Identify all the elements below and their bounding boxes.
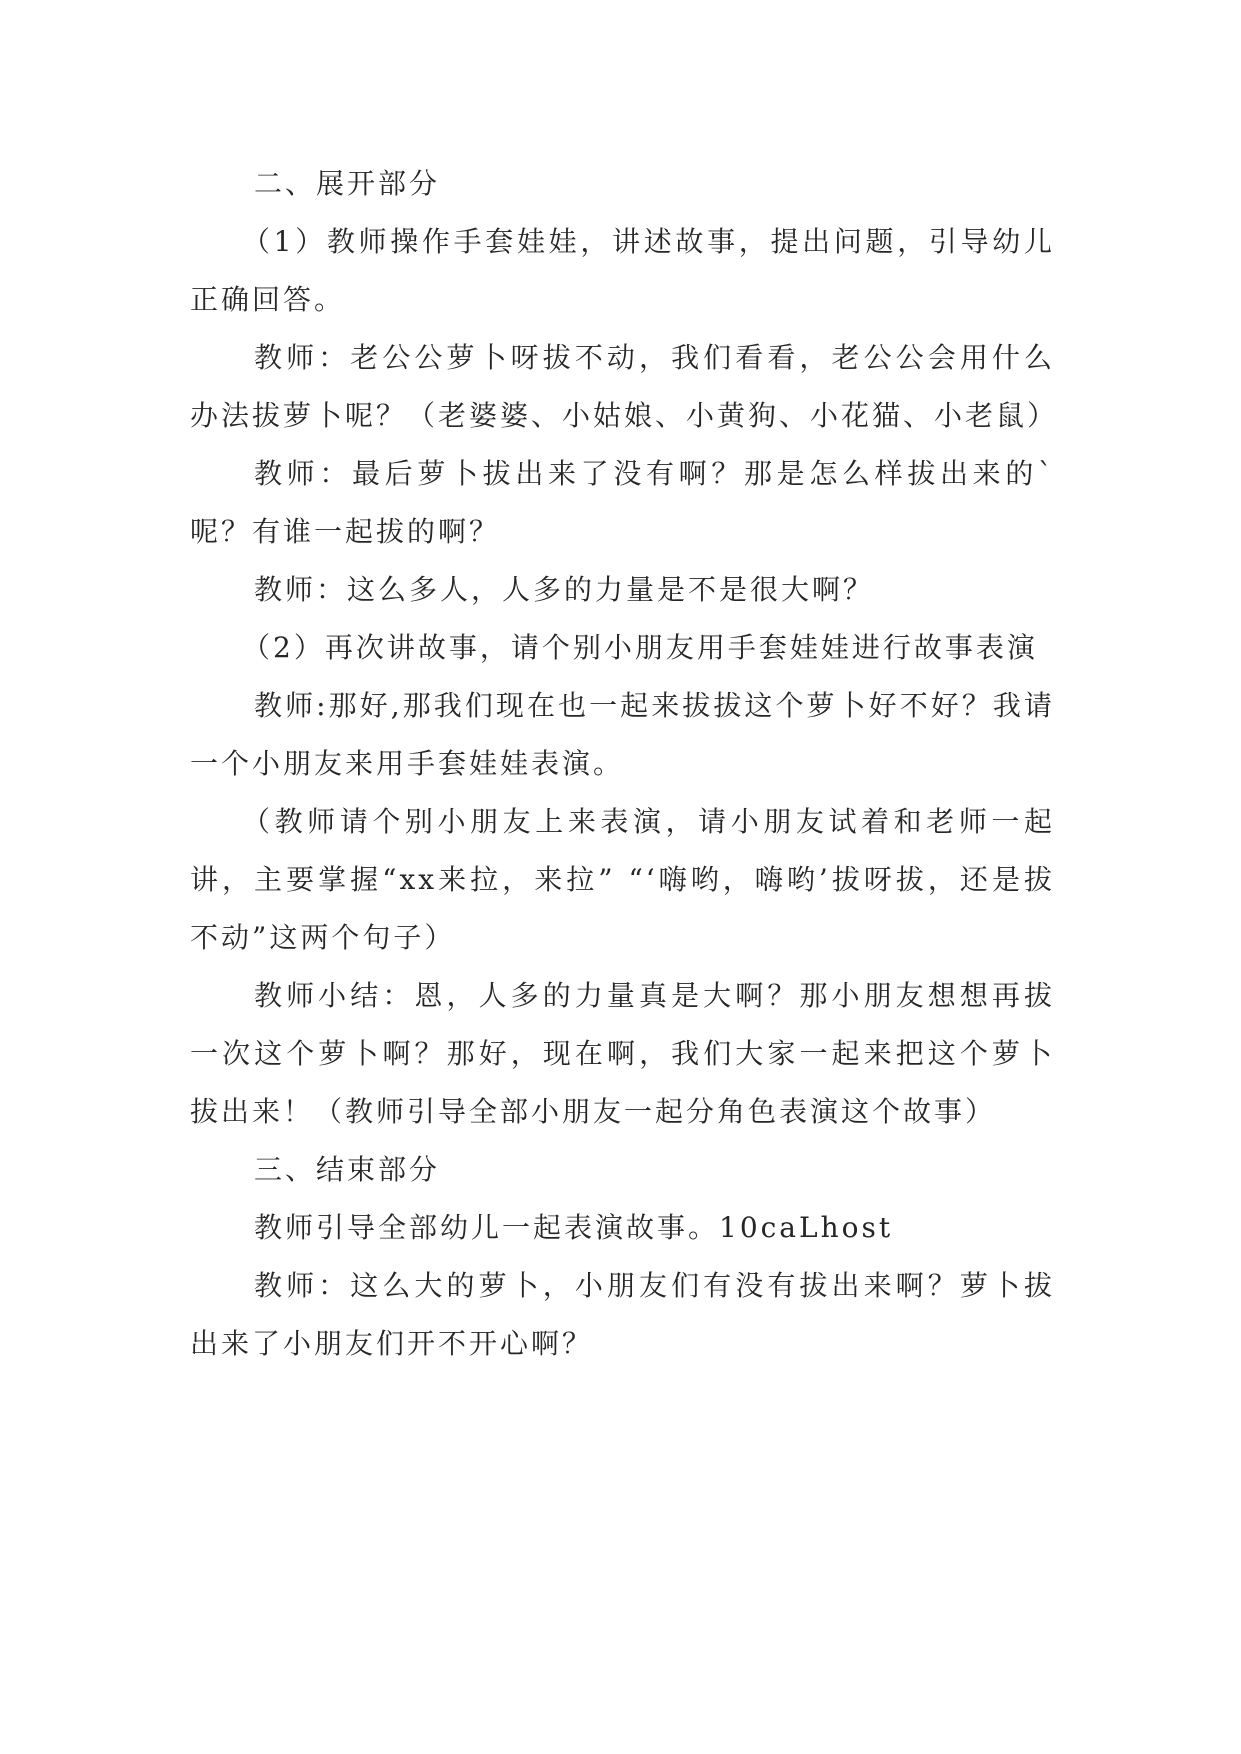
paragraph-performance-note: （教师请个别小朋友上来表演，请小朋友试着和老师一起讲，主要掌握“xx来拉，来拉” “‘嗨哟，嗨哟’拔呀拔，还是拔不动”这两个句子）	[190, 805, 1055, 954]
paragraph-step-1: （1）教师操作手套娃娃，讲述故事，提出问题，引导幼儿正确回答。	[190, 225, 1055, 316]
paragraph-teacher-invite: 教师:那好,那我们现在也一起来拔拔这个萝卜好不好？我请一个小朋友来用手套娃娃表演。	[190, 689, 1055, 780]
paragraph-teacher-question-1: 教师：老公公萝卜呀拔不动，我们看看，老公公会用什么办法拔萝卜呢？（老婆婆、小姑娘、小黄狗、小花猫、小老鼠）	[190, 341, 1059, 432]
paragraph-teacher-question-2: 教师：最后萝卜拔出来了没有啊？那是怎么样拔出来的`呢？有谁一起拔的啊？	[190, 457, 1055, 548]
section-heading-end: 三、结束部分	[254, 1153, 441, 1186]
paragraph-teacher-question-3: 教师：这么多人，人多的力量是不是很大啊？	[254, 573, 875, 606]
paragraph-teacher-summary: 教师小结：恩，人多的力量真是大啊？那小朋友想想再拔一次这个萝卜啊？那好，现在啊，我们大家一起来把这个萝卜拔出来！（教师引导全部小朋友一起分角色表演这个故事）	[190, 979, 1055, 1128]
paragraph-step-2: （2）再次讲故事，请个别小朋友用手套娃娃进行故事表演	[242, 631, 1038, 664]
paragraph-teacher-closing: 教师：这么大的萝卜，小朋友们有没有拔出来啊？萝卜拔出来了小朋友们开不开心啊？	[190, 1269, 1055, 1360]
section-heading-expand: 二、展开部分	[254, 167, 441, 200]
document-body	[190, 155, 1059, 1373]
paragraph-end-performance: 教师引导全部幼儿一起表演故事。10caLhost	[254, 1211, 894, 1244]
